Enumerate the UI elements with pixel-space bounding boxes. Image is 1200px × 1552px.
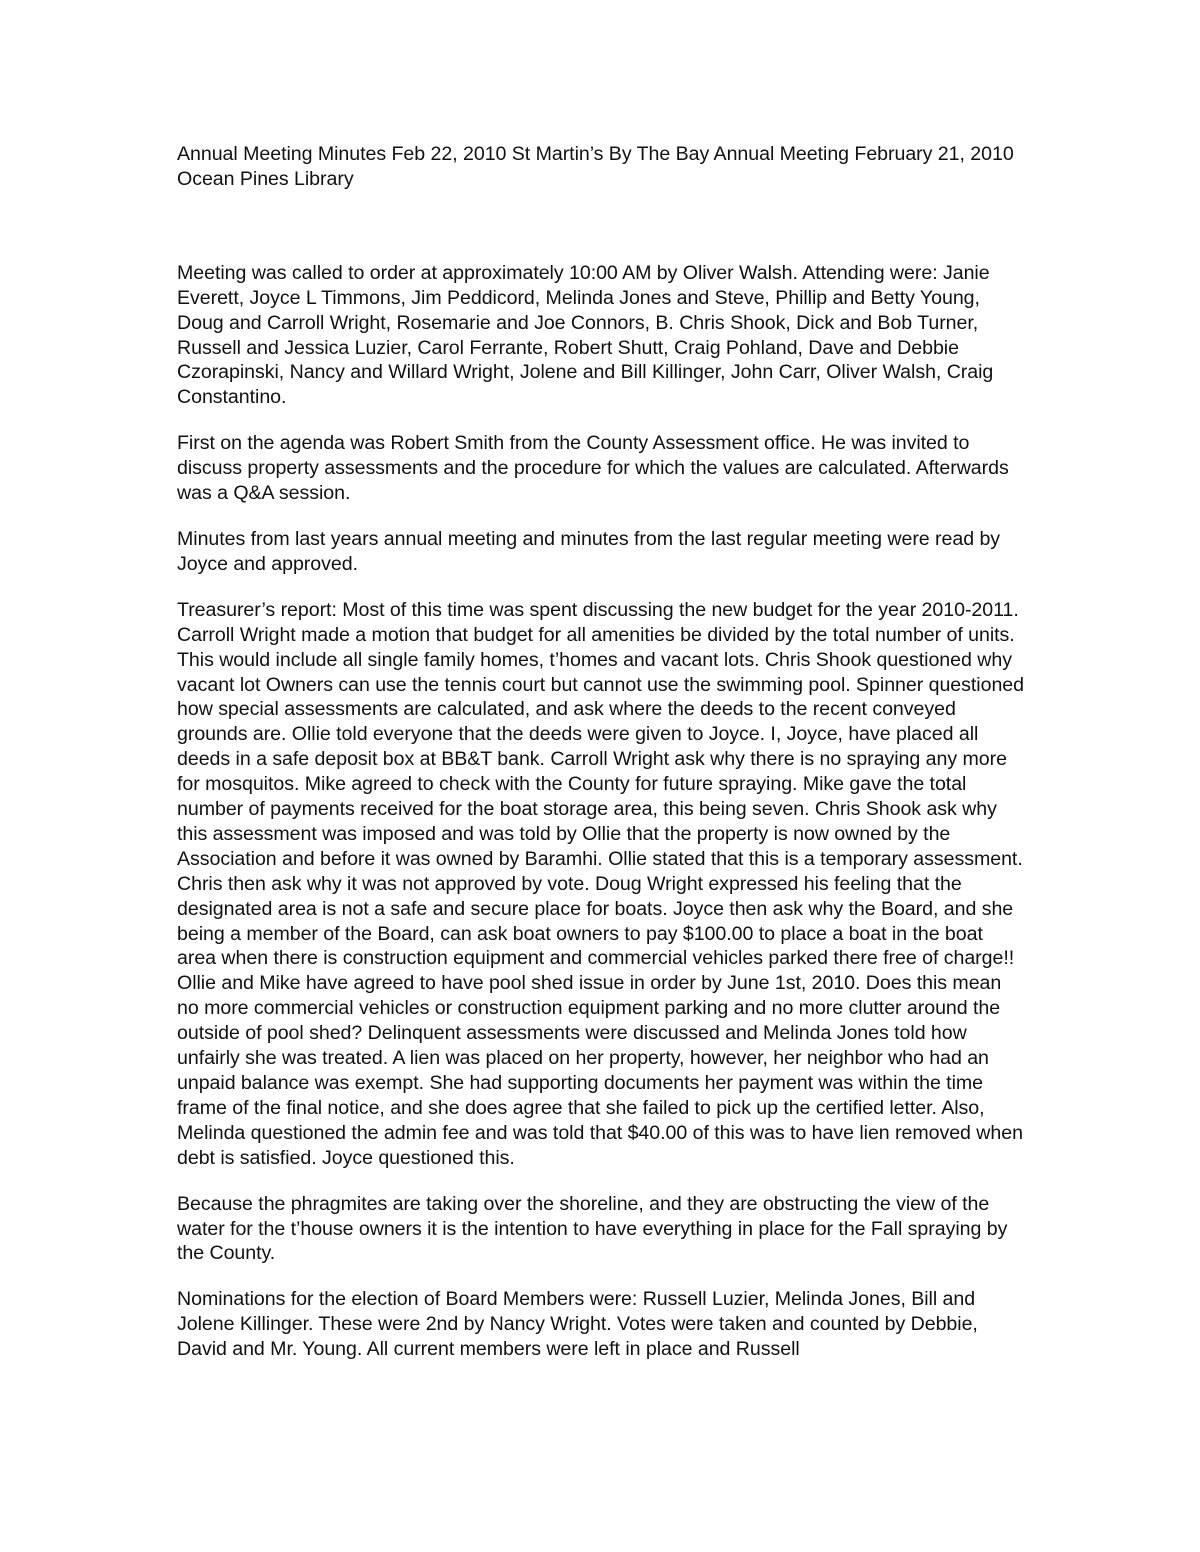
paragraph-phragmites: Because the phragmites are taking over the shoreline, and they are obstructing the view of the water for the t’house owners it is the intention to have everything in place for the Fall spraying by the County. bbox=[177, 1192, 1008, 1265]
document-title: Annual Meeting Minutes Feb 22, 2010 St Martin’s By The Bay Annual Meeting February 21, 2010 Ocean Pines Library bbox=[177, 143, 1014, 190]
paragraph-agenda: First on the agenda was Robert Smith from the County Assessment office. He was invited to discuss property assessments and the procedure for which the values are calculated. Afterwards was a Q&A session. bbox=[177, 432, 1009, 505]
paragraph-minutes: Minutes from last years annual meeting and minutes from the last regular meeting were read by Joyce and approved. bbox=[177, 527, 1001, 575]
paragraph-treasurer-report: Treasurer’s report: Most of this time was spent discussing the new budget for the year 2010-2011. Carroll Wright made a motion that budget for all amenities be divided by the total number of units. This would include all single family homes, t’homes and vacant lots. Chris Shook questioned why vacant lot Owners can use the tennis court but cannot use the swimming pool. Spinner questioned how special assessments are calculated, and ask where the deeds to the recent conveyed grounds are. Ollie told everyone that the deeds were given to Joyce. I, Joyce, have placed all deeds in a safe deposit box at BB&T bank. Carroll Wright ask why there is no spraying any more for mosquitos. Mike agreed to check with the County for future spraying. Mike gave the total number of payments received for the boat storage area, this being seven. Chris Shook ask why this assessment was imposed and was told by Ollie that the property is now owned by the Association and before it was owned by Baramhi. Ollie stated that this is a temporary assessment. Chris then ask why it was not approved by vote. Doug Wright expressed his feeling that the designated area is not a safe and secure place for boats. Joyce then ask why the Board, and she being a member of the Board, can ask boat owners to pay $100.00 to place a boat in the boat area when there is construction equipment and commercial vehicles parked there free of charge!! Ollie and Mike have agreed to have pool shed issue in order by June 1st, 2010. Does this mean no more commercial vehicles or construction equipment parking and no more clutter around the outside of pool shed? Delinquent assessments were discussed and Melinda Jones told how unfairly she was treated. A lien was placed on her property, however, her neighbor who had an unpaid balance was exempt. She had supporting documents her payment was within the time frame of the final notice, and she does agree that she failed to pick up the certified letter. Also, Melinda questioned the admin fee and was told that $40.00 of this was to have lien removed when debt is satisfied. Joyce questioned this. bbox=[177, 598, 1024, 1169]
paragraph-nominations: Nominations for the election of Board Members were: Russell Luzier, Melinda Jones, Bill and Jolene Killinger. These were 2nd by Nancy Wright. Votes were taken and counted by Debbie, David and Mr. Young. All current members were left in place and Russell bbox=[177, 1288, 978, 1361]
paragraph-attendance: Meeting was called to order at approximately 10:00 AM by Oliver Walsh. Attending were: Janie Everett, Joyce L Timmons, Jim Peddicord, Melinda Jones and Steve, Phillip and Betty Young, Doug and Carroll Wright, Rosemarie and Joe Connors, B. Chris Shook, Dick and Bob Turner, Russell and Jessica Luzier, Carol Ferrante, Robert Shutt, Craig Pohland, Dave and Debbie Czorapinski, Nancy and Willard Wright, Jolene and Bill Killinger, John Carr, Oliver Walsh, Craig Constantino. bbox=[177, 261, 994, 409]
document-body bbox=[177, 142, 1027, 1383]
